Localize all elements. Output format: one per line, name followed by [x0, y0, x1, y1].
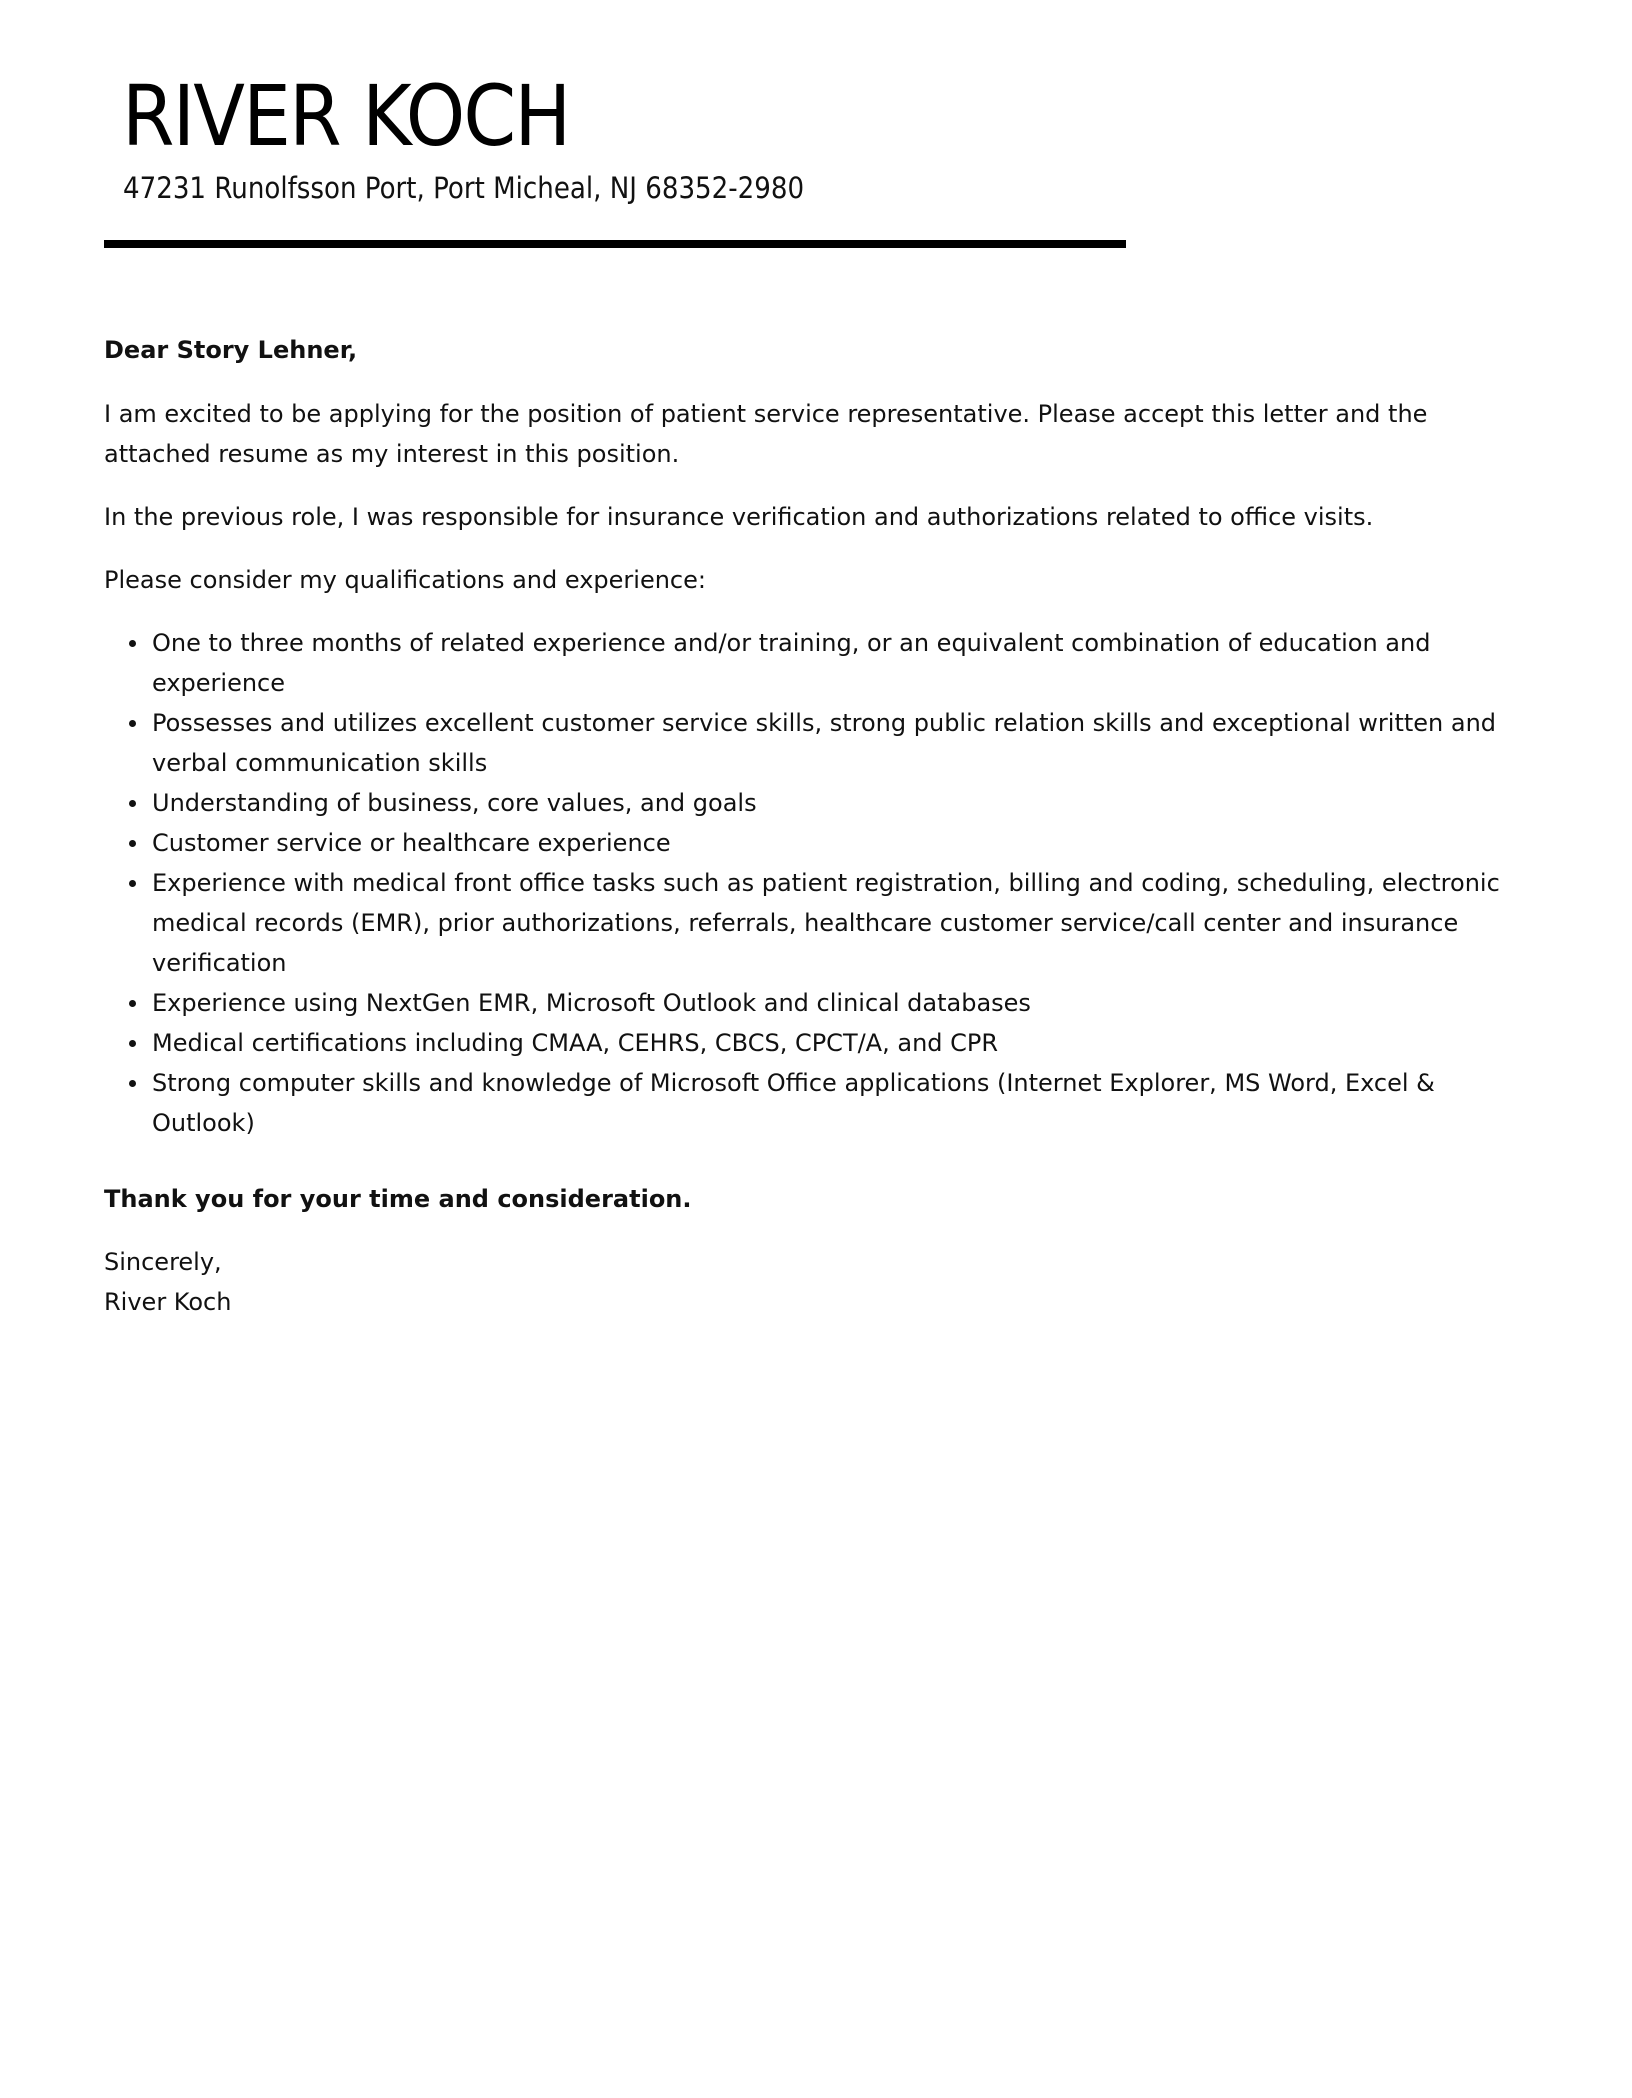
intro-paragraph: I am excited to be applying for the position of patient service representative. Please accept this letter and the attached resume as my interest in this position. [104, 400, 1428, 468]
qualification-item: One to three months of related experience and/or training, or an equivalent combination of education and experience [152, 623, 1534, 703]
letter-body [104, 330, 1534, 1322]
qualification-item: Possesses and utilizes excellent customer service skills, strong public relation skills and exceptional written and verbal communication skills [152, 703, 1534, 783]
qualification-item: Medical certifications including CMAA, CEHRS, CBCS, CPCT/A, and CPR [152, 1023, 1534, 1063]
qualification-item: Strong computer skills and knowledge of Microsoft Office applications (Internet Explorer, MS Word, Excel & Outlook) [152, 1063, 1534, 1143]
qualifications-list [104, 623, 1534, 1143]
previous-role-paragraph: In the previous role, I was responsible for insurance verification and authorizations related to office visits. [104, 503, 1374, 531]
applicant-address: 47231 Runolfsson Port, Port Micheal, NJ 68352-2980 [123, 171, 805, 205]
applicant-name: RIVER KOCH [122, 67, 570, 165]
qualification-item: Customer service or healthcare experience [152, 823, 1534, 863]
qualifications-intro: Please consider my qualifications and experience: [104, 566, 706, 594]
qualification-item: Experience with medical front office tasks such as patient registration, billing and coding, scheduling, electronic medical records (EMR), prior authorizations, referrals, healthcare customer service/call center and insurance verification [152, 863, 1534, 983]
header-divider [104, 240, 1126, 248]
salutation: Dear Story Lehner, [104, 336, 358, 364]
signature-name: River Koch [104, 1288, 232, 1316]
closing-thanks: Thank you for your time and consideration. [104, 1185, 692, 1213]
qualification-item: Experience using NextGen EMR, Microsoft Outlook and clinical databases [152, 983, 1534, 1023]
sign-off: Sincerely, [104, 1248, 222, 1276]
qualification-item: Understanding of business, core values, and goals [152, 783, 1534, 823]
signature-block [104, 1242, 1534, 1322]
